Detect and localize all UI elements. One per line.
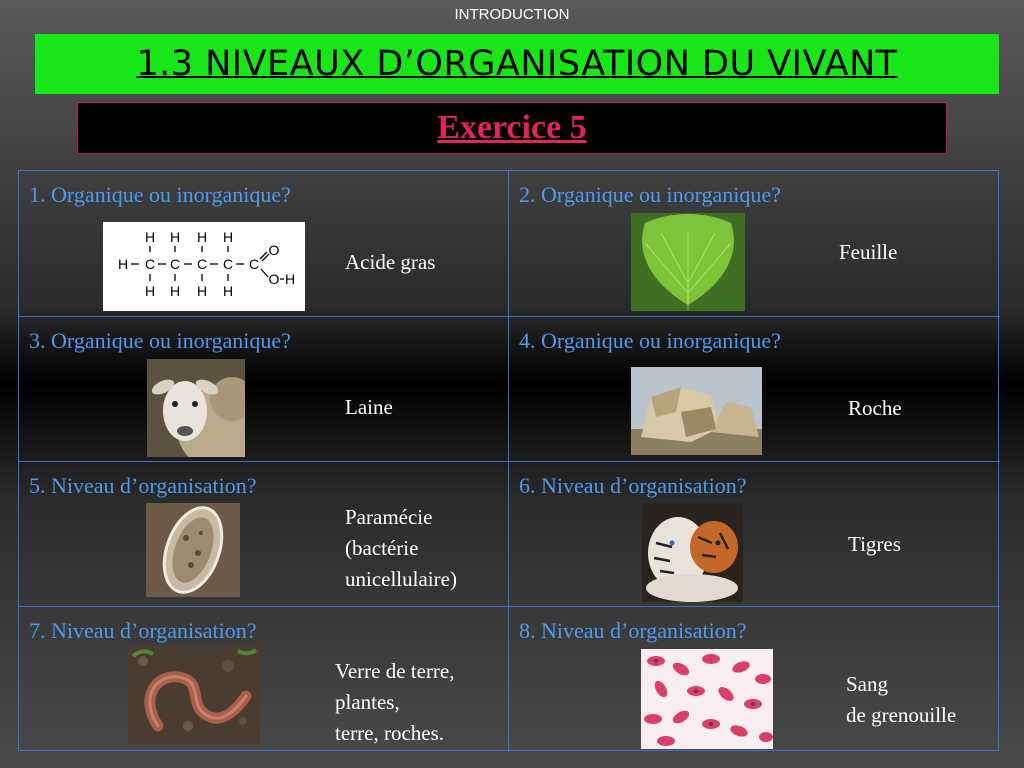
label-1: Acide gras xyxy=(345,250,436,274)
question-6: 6. Niveau d’organisation? xyxy=(519,473,747,498)
cell-1 xyxy=(19,171,509,317)
svg-text:H: H xyxy=(222,283,234,299)
svg-text:H: H xyxy=(222,229,234,245)
label-3: Laine xyxy=(345,395,393,419)
question-8: 8. Niveau d’organisation? xyxy=(519,618,747,643)
svg-text:H: H xyxy=(117,256,129,272)
cell-6 xyxy=(509,462,1000,607)
question-2: 2. Organique ou inorganique? xyxy=(519,182,781,207)
svg-text:H: H xyxy=(144,229,156,245)
exercise-banner xyxy=(77,102,947,154)
paramecium-icon xyxy=(146,503,240,597)
label-4: Roche xyxy=(848,396,902,420)
tigers-icon xyxy=(642,503,743,602)
title-banner xyxy=(35,34,999,94)
svg-text:H: H xyxy=(196,283,208,299)
label-7: Verre de terre, plantes, terre, roches. xyxy=(335,659,455,745)
label-8: Sang de grenouille xyxy=(846,672,957,727)
svg-text:H: H xyxy=(284,271,296,287)
label-2: Feuille xyxy=(839,240,898,264)
frog-blood-icon xyxy=(641,649,773,749)
question-7: 7. Niveau d’organisation? xyxy=(29,618,257,643)
cell-2 xyxy=(509,171,1000,317)
svg-text:C: C xyxy=(196,256,208,272)
section-label: INTRODUCTION xyxy=(454,6,570,23)
svg-text:H: H xyxy=(169,229,181,245)
svg-text:O: O xyxy=(268,271,280,287)
cell-8 xyxy=(509,607,1000,752)
svg-text:C: C xyxy=(169,256,181,272)
fatty-acid-structure-icon xyxy=(103,222,305,311)
cell-7 xyxy=(19,607,509,752)
exercise-title: Exercice 5 xyxy=(437,109,587,146)
ginkgo-leaf-icon xyxy=(631,213,745,311)
page-title: 1.3 NIVEAUX D’ORGANISATION DU VIVANT xyxy=(136,44,898,84)
exercise-grid xyxy=(18,170,999,751)
sheep-icon xyxy=(147,359,245,457)
question-4: 4. Organique ou inorganique? xyxy=(519,328,781,353)
label-6: Tigres xyxy=(848,532,901,556)
question-1: 1. Organique ou inorganique? xyxy=(29,182,291,207)
question-3: 3. Organique ou inorganique? xyxy=(29,328,291,353)
svg-text:H: H xyxy=(196,229,208,245)
cell-3 xyxy=(19,317,509,462)
question-5: 5. Niveau d’organisation? xyxy=(29,473,257,498)
earthworm-icon xyxy=(128,646,260,744)
svg-text:C: C xyxy=(248,256,260,272)
cell-4 xyxy=(509,317,1000,462)
rock-icon xyxy=(631,367,762,455)
cell-5 xyxy=(19,462,509,607)
label-5: Paramécie (bactérie unicellulaire) xyxy=(345,505,457,591)
svg-text:C: C xyxy=(222,256,234,272)
svg-text:H: H xyxy=(144,283,156,299)
svg-text:H: H xyxy=(169,283,181,299)
svg-text:C: C xyxy=(144,256,156,272)
svg-text:O: O xyxy=(268,242,280,258)
